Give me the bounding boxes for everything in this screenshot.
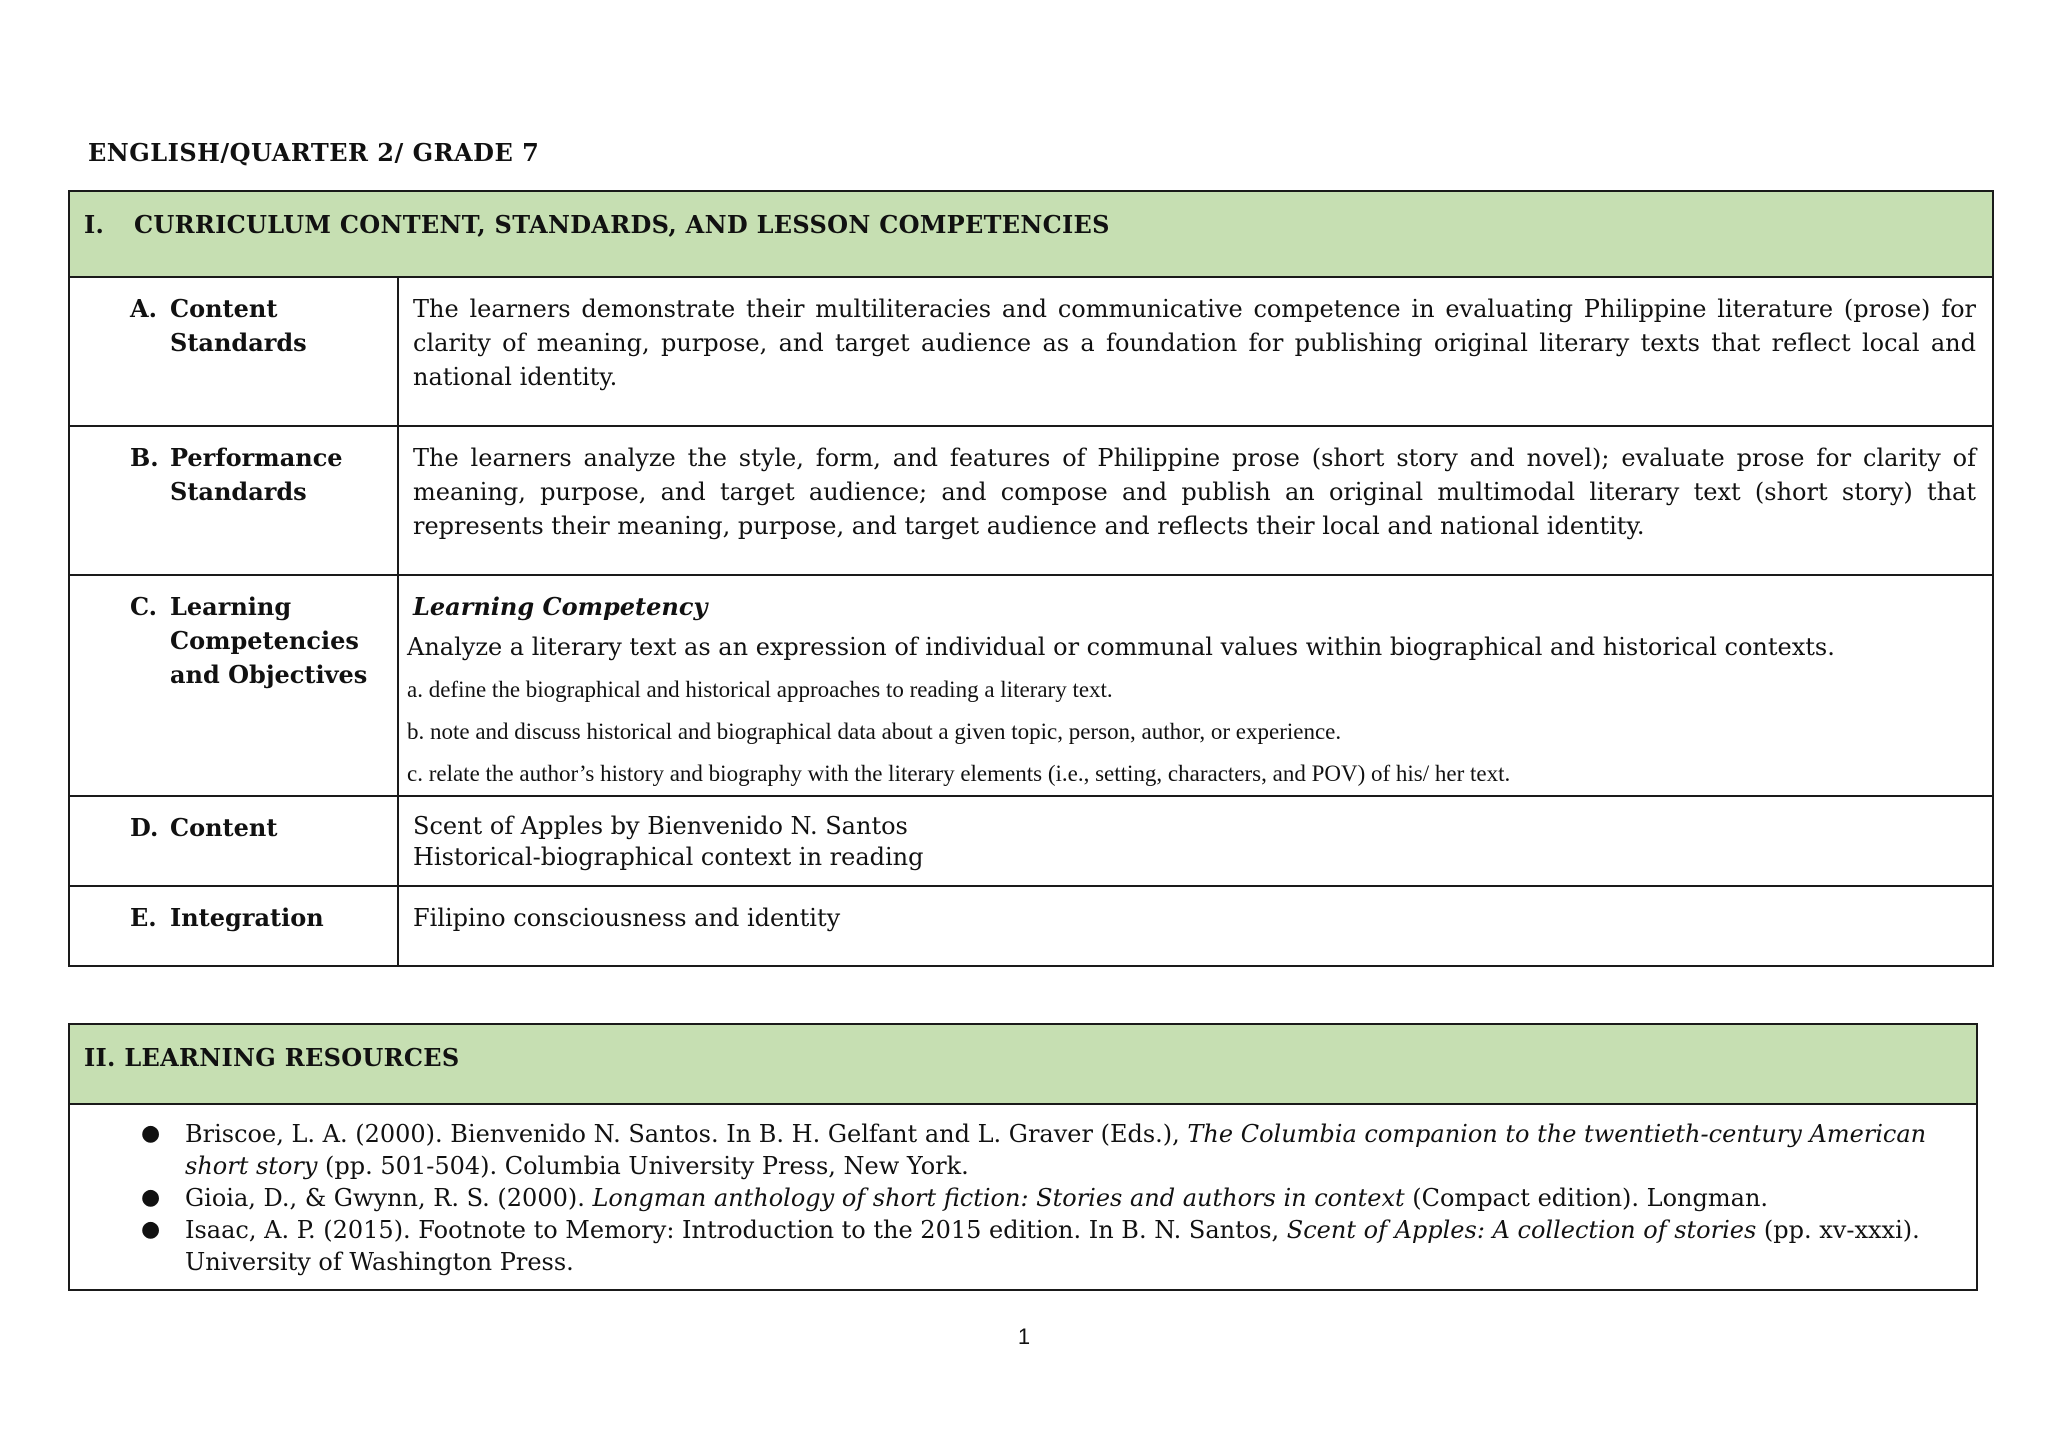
row-label (69, 575, 398, 796)
resources-list (71, 1106, 1975, 1288)
bullet-icon: ● (141, 1217, 161, 1242)
performance-standards-text: The learners analyze the style, form, and features of Philippine prose (short story and novel); evaluate prose for clarity of meaning, purpose, and target audience; and compose and publish an original multimodal literary text (short story) that represents their meaning, purpose, and target audience and reflects their local and national identity. (398, 426, 1993, 575)
content-line: Historical-biographical context in reading (413, 843, 924, 871)
resources-row (69, 1104, 1977, 1290)
section-title: CURRICULUM CONTENT, STANDARDS, AND LESSON COMPETENCIES (134, 210, 1110, 239)
content-row (69, 796, 1993, 886)
content-standards-text: The learners demonstrate their multiliteracies and communicative competence in evaluating Philippine literature (prose) for clarity of meaning, purpose, and target audience as a foundation for publishing original literary texts that reflect local and national identity. (398, 277, 1993, 426)
bullet-icon: ● (141, 1121, 161, 1146)
resource-text: Briscoe, L. A. (2000). Bienvenido N. Santos. In B. H. Gelfant and L. Graver (Eds.), (185, 1120, 1188, 1148)
page-number: 1 (1017, 1324, 1031, 1349)
section-header (69, 1024, 1977, 1104)
content-line: Scent of Apples by Bienvenido N. Santos (413, 812, 908, 840)
objective-item: a. define the biographical and historical approaches to reading a literary text. (407, 677, 1113, 702)
objective-item: b. note and discuss historical and biographical data about a given topic, person, author, or experience. (407, 719, 1342, 744)
curriculum-table (68, 190, 1994, 967)
resource-title: The Columbia companion to the twentieth-century American short story (185, 1120, 1927, 1180)
content-cell (398, 796, 1993, 886)
competency-text: Analyze a literary text as an expression of individual or communal values within biographical and historical contexts. (407, 633, 1835, 661)
resource-title: Scent of Apples: A collection of stories (1286, 1216, 1757, 1244)
row-label (69, 796, 398, 886)
document-header: ENGLISH/QUARTER 2/ GRADE 7 (88, 138, 540, 167)
resource-item (131, 1214, 1945, 1278)
section-title: II. LEARNING RESOURCES (84, 1043, 460, 1072)
row-label (69, 277, 398, 426)
row-label-line: Content (170, 813, 278, 842)
learning-competencies-row (69, 575, 1993, 796)
row-label-line: and Objectives (170, 660, 368, 689)
row-label-line: Integration (170, 903, 324, 932)
row-letter: A. (130, 294, 157, 323)
objective-item: c. relate the author’s history and biography with the literary elements (i.e., setting, characters, and POV) of his/ her text. (407, 761, 1511, 786)
resource-title: Longman anthology of short fiction: Stories and authors in context (592, 1184, 1405, 1212)
row-letter: D. (130, 813, 159, 842)
row-letter: B. (130, 443, 159, 472)
row-label-line: Competencies (170, 626, 359, 655)
row-label (69, 886, 398, 966)
resource-text: Isaac, A. P. (2015). Footnote to Memory: Introduction to the 2015 edition. In B. N. Santos, (185, 1216, 1287, 1244)
row-label-line: Content (170, 294, 278, 323)
resource-text: (Compact edition). Longman. (1404, 1184, 1769, 1212)
bullet-icon: ● (141, 1185, 161, 1210)
resource-item (131, 1182, 1945, 1214)
row-letter: E. (130, 903, 157, 932)
row-label-line: Standards (170, 477, 307, 506)
row-label-line: Learning (170, 592, 292, 621)
row-label (69, 426, 398, 575)
integration-text: Filipino consciousness and identity (398, 886, 1993, 966)
resources-cell (69, 1104, 1977, 1290)
integration-row (69, 886, 1993, 966)
section-header-row (69, 1024, 1977, 1104)
section-header-row (69, 191, 1993, 277)
row-label-line: Standards (170, 328, 307, 357)
competency-subtitle: Learning Competency (413, 592, 708, 621)
learning-competencies-cell (398, 575, 1993, 796)
content-standards-row (69, 277, 1993, 426)
row-letter: C. (130, 592, 158, 621)
row-label-line: Performance (170, 443, 343, 472)
resource-item (131, 1118, 1945, 1182)
performance-standards-row (69, 426, 1993, 575)
resource-text: (pp. 501-504). Columbia University Press, New York. (317, 1152, 969, 1180)
resource-text: (pp. xv-xxxi). University of Washington Press. (185, 1216, 1920, 1276)
resource-text: Gioia, D., & Gwynn, R. S. (2000). (185, 1184, 593, 1212)
learning-resources-table (68, 1023, 1978, 1291)
section-number: I. (84, 210, 105, 239)
section-header (69, 191, 1993, 277)
